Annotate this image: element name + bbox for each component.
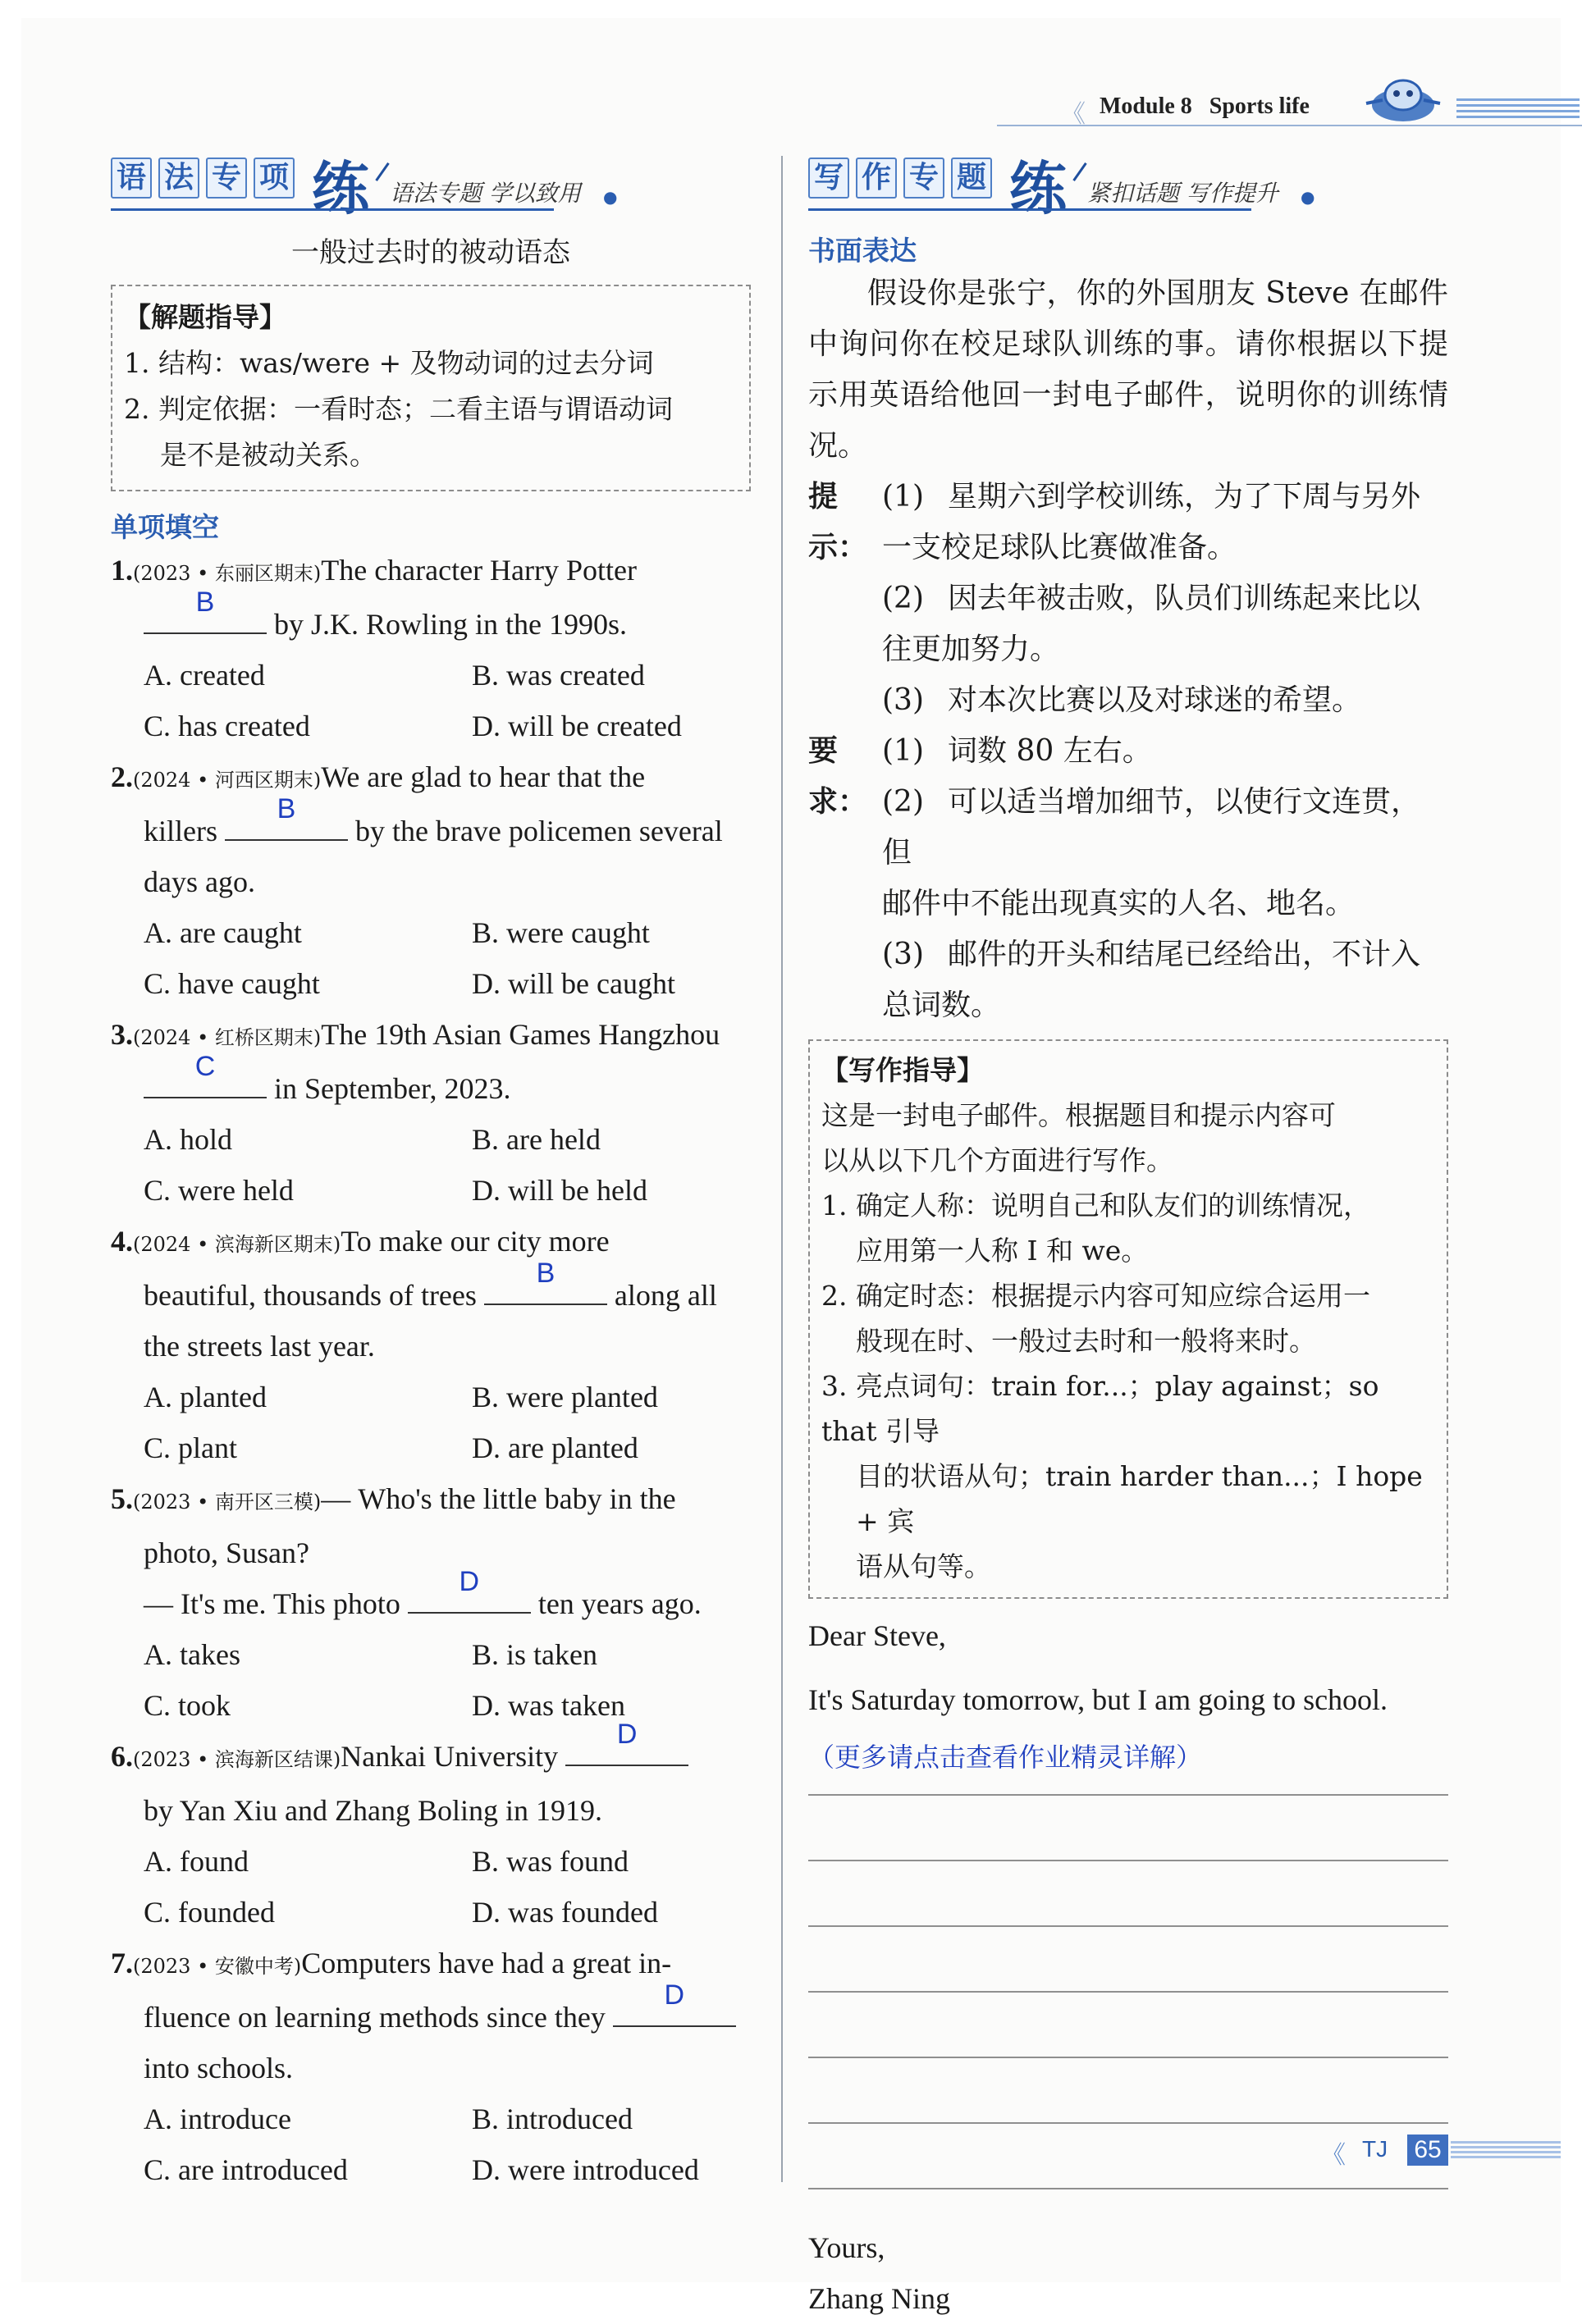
guide-text: 应用第一人称 I 和 we。	[856, 1235, 1149, 1267]
option: D. was taken	[472, 1689, 625, 1722]
answer: D	[459, 1566, 480, 1597]
question-number: 7.	[111, 1947, 133, 1979]
question-text: by the brave policemen several	[347, 815, 723, 847]
writing-banner	[808, 148, 1448, 222]
module-title: Module 8 Sports life	[1100, 94, 1310, 119]
banner-subtitle: 语法专题 学以致用	[390, 180, 581, 207]
banner-slash	[375, 162, 389, 181]
question-number: 5.	[111, 1482, 133, 1515]
writing-line[interactable]	[808, 1783, 1448, 1796]
guide-text: 以从以下几个方面进行写作。	[821, 1144, 1173, 1176]
option: D. were introduced	[472, 2153, 699, 2186]
banner-char: 专	[903, 158, 944, 199]
option: C. founded	[144, 1896, 275, 1929]
answer-blank	[484, 1258, 607, 1305]
question	[111, 1938, 751, 2195]
question-source: (2023 • 南开区三模)	[133, 1491, 322, 1514]
header-rule	[997, 125, 1582, 126]
question-text: — It's me. This photo	[144, 1587, 408, 1620]
section-title: 单项填空	[111, 511, 219, 543]
option: B. were planted	[472, 1381, 658, 1413]
option: A. planted	[144, 1381, 267, 1413]
question	[111, 545, 751, 751]
option: A. created	[144, 659, 265, 692]
question-text: The 19th Asian Games Hangzhou	[321, 1018, 720, 1051]
banner-underline	[111, 208, 554, 211]
chevron-icon: 《	[1321, 2141, 1346, 2170]
banner-char: 专	[206, 158, 247, 199]
question-text: Computers have had a great in-	[301, 1947, 672, 1979]
req-text: 可以适当增加细节，以使行文连贯，但	[882, 785, 1421, 870]
grammar-banner	[111, 148, 751, 222]
question-number: 4.	[111, 1225, 133, 1258]
guide-text: 这是一封电子邮件。根据题目和提示内容可	[821, 1099, 1336, 1131]
guide-item: 2. 判定依据：一看时态；二看主语与谓语动词	[124, 393, 673, 425]
writing-line[interactable]	[808, 1796, 1448, 1861]
guide-item: 1. 结构：was/were + 及物动词的过去分词	[124, 347, 654, 379]
page-footer	[1321, 2135, 1561, 2170]
question-text: The character Harry Potter	[321, 554, 638, 587]
option: B. was created	[472, 659, 645, 692]
letter-signature: Zhang Ning	[808, 2282, 950, 2315]
question	[111, 1473, 751, 1731]
question-text: photo, Susan?	[144, 1536, 309, 1569]
question-text: We are glad to hear that the	[321, 760, 646, 793]
question-source: (2024 • 红桥区期末)	[133, 1026, 322, 1049]
guide-title: 【解题指导】	[124, 301, 286, 333]
question-source: (2024 • 河西区期末)	[133, 769, 322, 792]
guide-text: 语从句等。	[856, 1550, 991, 1582]
option: A. hold	[144, 1123, 232, 1156]
letter-first-line: It's Saturday tomorrow, but I am going to school.	[808, 1683, 1388, 1716]
guide-text: 2. 确定时态：根据提示内容可知应综合运用一	[821, 1280, 1370, 1312]
question-source: (2023 • 东丽区期末)	[133, 562, 322, 585]
option: C. has created	[144, 710, 310, 742]
option: C. were held	[144, 1174, 294, 1207]
question-number: 6.	[111, 1740, 133, 1773]
guide-text: 3. 亮点词句：train for...；play against；so that 引导	[821, 1370, 1379, 1447]
option: D. will be created	[472, 710, 682, 742]
option: D. will be caught	[472, 967, 675, 1000]
option: C. are introduced	[144, 2153, 348, 2186]
option: B. were caught	[472, 916, 650, 949]
requirements-label: 要求：	[808, 734, 868, 819]
guide-text: 目的状语从句；train harder than...；I hope + 宾	[856, 1460, 1423, 1537]
question	[111, 1719, 751, 1938]
question-text: ten years ago.	[530, 1587, 702, 1620]
section-title: 书面表达	[808, 235, 917, 267]
question-number: 1.	[111, 554, 133, 587]
tip-number: (3)	[882, 683, 924, 717]
answer-blank	[225, 793, 348, 841]
tip-number: (2)	[882, 582, 924, 615]
question-source: (2024 • 滨海新区期末)	[133, 1233, 341, 1256]
writing-line[interactable]	[808, 1861, 1448, 1927]
option: D. are planted	[472, 1431, 638, 1464]
answer: D	[664, 1979, 685, 2011]
question-text: — Who's the little baby in the	[321, 1482, 676, 1515]
answer: B	[195, 587, 215, 618]
edition-code: TJ	[1362, 2136, 1388, 2162]
guide-title: 【写作指导】	[821, 1054, 984, 1086]
writing-prompt: 假设你是张宁，你的外国朋友 Steve 在邮件中询问你在校足球队训练的事。请你根据以下提示用英语给他回一封电子邮件，说明你的训练情况。	[808, 276, 1448, 463]
question-text: fluence on learning methods since they	[144, 2001, 613, 2034]
option: A. are caught	[144, 916, 302, 949]
answer-blank	[408, 1566, 531, 1614]
req-text: 邮件中不能出现真实的人名、地名。	[882, 887, 1356, 920]
req-number: (1)	[882, 734, 924, 768]
banner-big-char: 练	[1009, 154, 1067, 222]
module-header	[997, 89, 1561, 130]
answer: B	[277, 793, 296, 824]
question-text: beautiful, thousands of trees	[144, 1279, 484, 1312]
question-number: 2.	[111, 760, 133, 793]
question-text: the streets last year.	[144, 1330, 375, 1363]
question-text: To make our city more	[341, 1225, 610, 1258]
tip-text: 一支校足球队比赛做准备。	[882, 531, 1237, 564]
tips-label: 提示：	[808, 480, 868, 564]
banner-char: 语	[111, 158, 152, 199]
option: A. takes	[144, 1638, 240, 1671]
req-text: 总词数。	[882, 988, 1001, 1022]
banner-underline	[808, 208, 1251, 211]
letter-greeting: Dear Steve,	[808, 1619, 946, 1652]
banner-dot: ●	[1301, 187, 1317, 207]
banner-char: 项	[254, 158, 295, 199]
writing-line[interactable]	[808, 1927, 1448, 1993]
question-text: days ago.	[144, 865, 255, 898]
question-text: Nankai University	[341, 1740, 559, 1773]
tip-text: 往更加努力。	[882, 632, 1060, 666]
footer-stripes	[1451, 2141, 1561, 2161]
guide-box	[111, 285, 751, 491]
chevron-icon: 《	[1061, 100, 1086, 129]
question	[111, 1009, 751, 1216]
option: D. will be held	[472, 1174, 647, 1207]
requirements	[808, 726, 1448, 1031]
more-details-link[interactable]: （更多请点击查看作业精灵详解）	[808, 1742, 1203, 1773]
question-text: in September, 2023.	[267, 1072, 511, 1105]
letter-closing: Yours,	[808, 2231, 885, 2264]
answer-blank	[144, 587, 267, 634]
answer-blank	[144, 1051, 267, 1098]
option: B. was found	[472, 1845, 629, 1878]
writing-line[interactable]	[808, 1993, 1448, 2058]
answer-blank	[565, 1719, 688, 1766]
answer-blank	[613, 1979, 736, 2027]
banner-char: 写	[808, 158, 849, 199]
right-column	[808, 148, 1448, 2324]
req-number: (2)	[882, 785, 924, 819]
option: C. took	[144, 1689, 231, 1722]
tip-text: 对本次比赛以及对球迷的希望。	[948, 683, 1362, 717]
banner-dot: ●	[603, 187, 620, 207]
question-text: by Yan Xiu and Zhang Boling in 1919.	[144, 1794, 603, 1827]
guide-text: 1. 确定人称：说明自己和队友们的训练情况，	[821, 1189, 1370, 1221]
question-text: killers	[144, 815, 225, 847]
question-text: into schools.	[144, 2052, 294, 2084]
writing-line[interactable]	[808, 2058, 1448, 2124]
req-text: 邮件的开头和结尾已经给出，不计入	[948, 938, 1421, 971]
option: B. introduced	[472, 2103, 633, 2135]
left-column	[111, 148, 751, 2195]
option: C. plant	[144, 1431, 237, 1464]
banner-char: 作	[856, 158, 897, 199]
banner-slash	[1072, 162, 1086, 181]
question-text: by J.K. Rowling in the 1990s.	[267, 608, 628, 641]
option: A. introduce	[144, 2103, 291, 2135]
option: D. was founded	[472, 1896, 658, 1929]
option: C. have caught	[144, 967, 320, 1000]
page-number: 65	[1407, 2135, 1448, 2166]
req-number: (3)	[882, 938, 924, 971]
question-source: (2023 • 安徽中考)	[133, 1955, 302, 1978]
req-text: 词数 80 左右。	[948, 734, 1152, 768]
answer: B	[536, 1258, 556, 1289]
question	[111, 751, 751, 1009]
banner-subtitle: 紧扣话题 写作提升	[1087, 180, 1278, 207]
tip-number: (1)	[882, 480, 924, 514]
banner-big-char: 练	[312, 154, 369, 222]
writing-guide-box	[808, 1039, 1448, 1599]
banner-char: 题	[951, 158, 992, 199]
question-number: 3.	[111, 1018, 133, 1051]
tip-text: 因去年被击败，队员们训练起来比以	[948, 582, 1421, 615]
tip-text: 星期六到学校训练，为了下周与另外	[948, 480, 1421, 514]
topic-title: 一般过去时的被动语态	[291, 236, 570, 269]
question	[111, 1216, 751, 1473]
option: A. found	[144, 1845, 249, 1878]
tips	[808, 472, 1448, 726]
letter	[808, 1610, 1448, 2324]
banner-char: 法	[158, 158, 199, 199]
header-stripes	[1456, 98, 1580, 121]
answer: D	[616, 1719, 638, 1750]
answer: C	[194, 1051, 216, 1082]
question-text: along all	[606, 1279, 717, 1312]
question-source: (2023 • 滨海新区结课)	[133, 1748, 341, 1771]
mascot-icon	[1358, 71, 1448, 128]
option: B. is taken	[472, 1638, 597, 1671]
option: B. are held	[472, 1123, 601, 1156]
guide-text: 般现在时、一般过去时和一般将来时。	[856, 1325, 1316, 1357]
guide-item: 是不是被动关系。	[160, 439, 377, 471]
